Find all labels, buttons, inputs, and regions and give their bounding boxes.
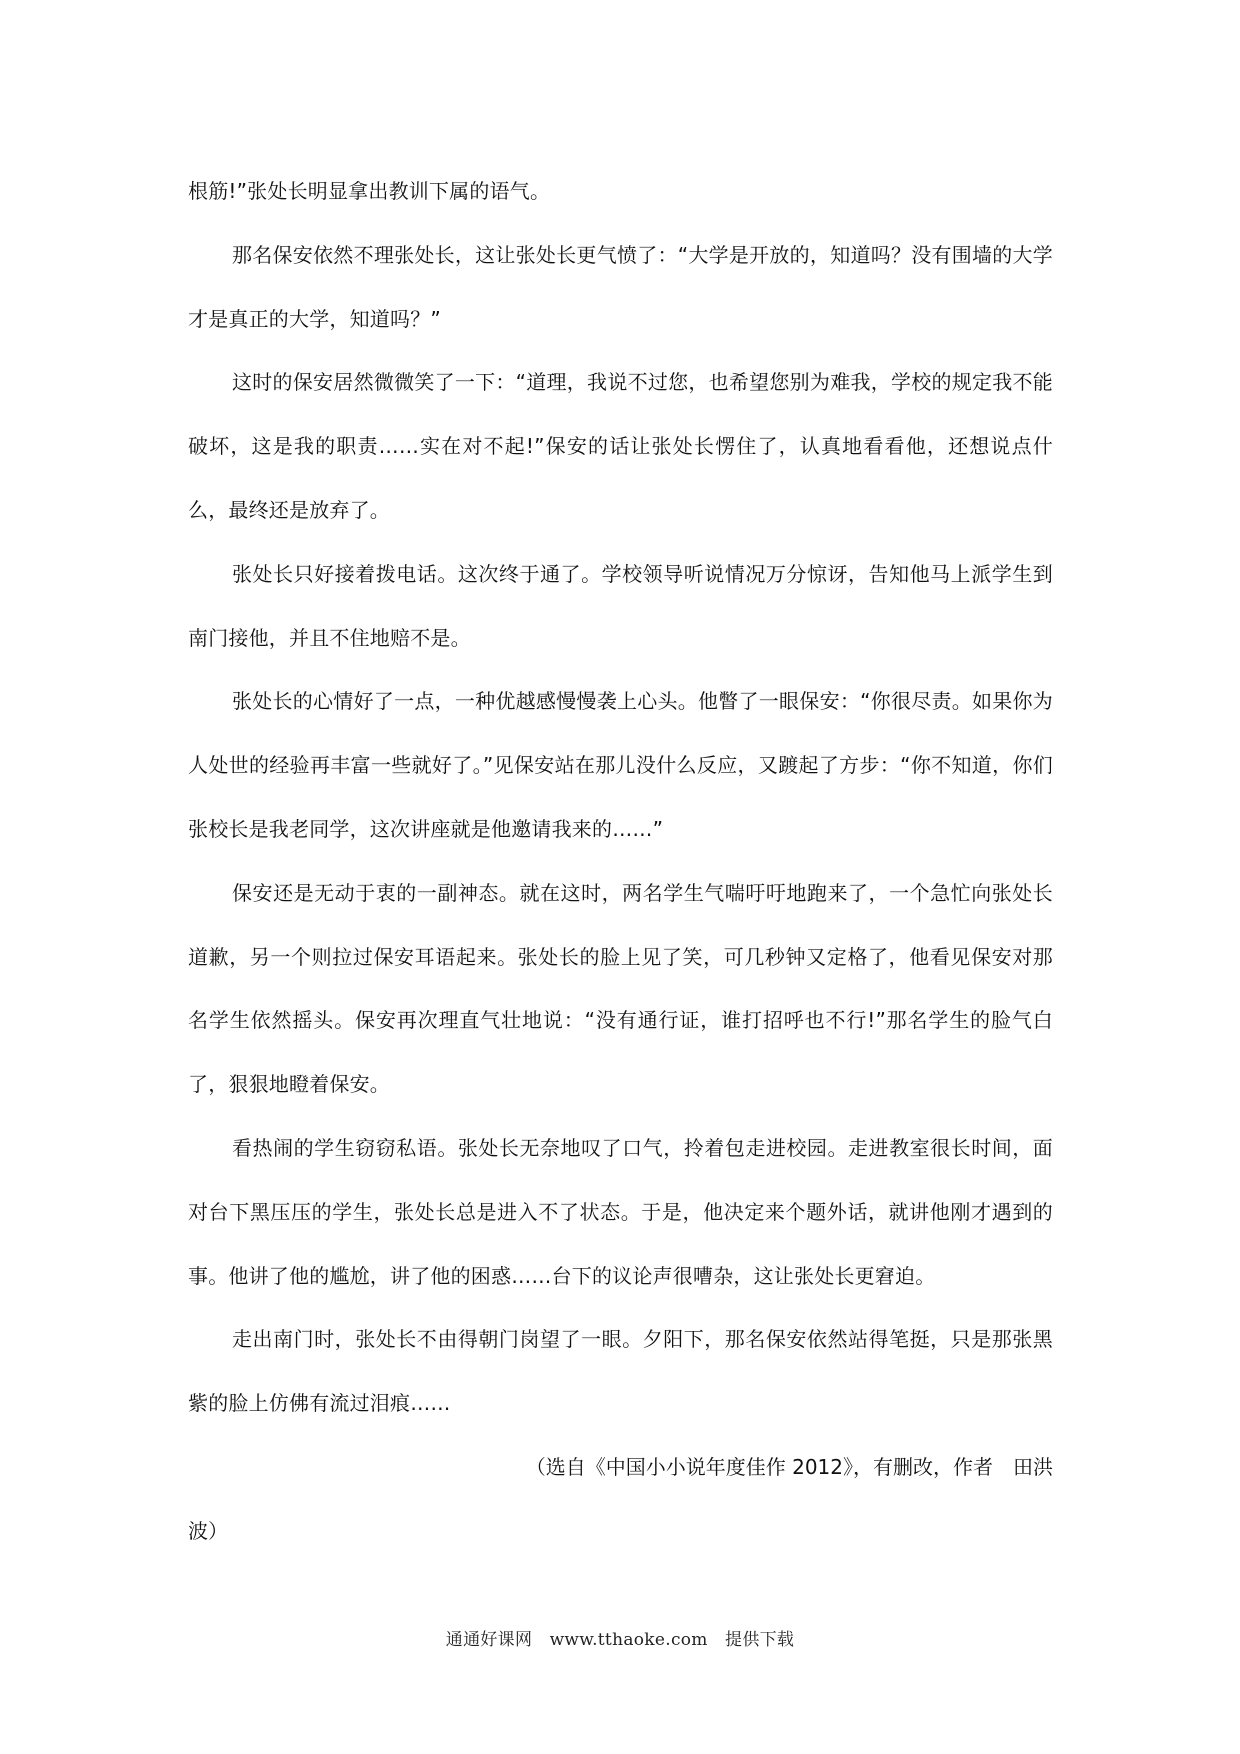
page-footer: 通通好课网 www.tthaoke.com 提供下载: [445, 1630, 795, 1650]
paragraph: 张处长的心情好了一点，一种优越感慢慢袭上心头。他瞥了一眼保安：“你很尽责。如果你为人处世的经验再丰富一些就好了。”见保安站在那儿没什么反应，又踱起了方步：“你不知道，你们张校长是我老同学，这次讲座就是他邀请我来的……”: [188, 689, 1053, 841]
paragraph: 张处长只好接着拨电话。这次终于通了。学校领导听说情况万分惊讶，告知他马上派学生到南门接他，并且不住地赔不是。: [188, 561, 1053, 650]
paragraph: 这时的保安居然微微笑了一下：“道理，我说不过您，也希望您别为难我，学校的规定我不能破坏，这是我的职责……实在对不起!”保安的话让张处长愣住了，认真地看看他，还想说点什么，最终还是放弃了。: [188, 370, 1053, 522]
paragraph: 保安还是无动于衷的一副神态。就在这时，两名学生气喘吁吁地跑来了，一个急忙向张处长道歉，另一个则拉过保安耳语起来。张处长的脸上见了笑，可几秒钟又定格了，他看见保安对那名学生依然摇头。保安再次理直气壮地说：“没有通行证，谁打招呼也不行!”那名学生的脸气白了，狠狠地瞪着保安。: [188, 880, 1053, 1097]
source-citation: [188, 1436, 1053, 1564]
source-citation-line: （选自《中国小小说年度佳作 2012》，有删改，作者 田洪: [525, 1454, 1053, 1479]
paragraph: 根筋!”张处长明显拿出教训下属的语气。: [188, 179, 551, 203]
source-citation-line: 波）: [188, 1518, 228, 1543]
paragraph: 那名保安依然不理张处长，这让张处长更气愤了：“大学是开放的，知道吗？没有围墙的大学才是真正的大学，知道吗？”: [188, 242, 1053, 331]
paragraph: 走出南门时，张处长不由得朝门岗望了一眼。夕阳下，那名保安依然站得笔挺，只是那张黑紫的脸上仿佛有流过泪痕……: [188, 1327, 1053, 1416]
paragraph: 看热闹的学生窃窃私语。张处长无奈地叹了口气，拎着包走进校园。走进教室很长时间，面对台下黑压压的学生，张处长总是进入不了状态。于是，他决定来个题外话，就讲他刚才遇到的事。他讲了他的尴尬，讲了他的困惑……台下的议论声很嘈杂，这让张处长更窘迫。: [188, 1135, 1053, 1288]
article-body: [188, 160, 1053, 1564]
